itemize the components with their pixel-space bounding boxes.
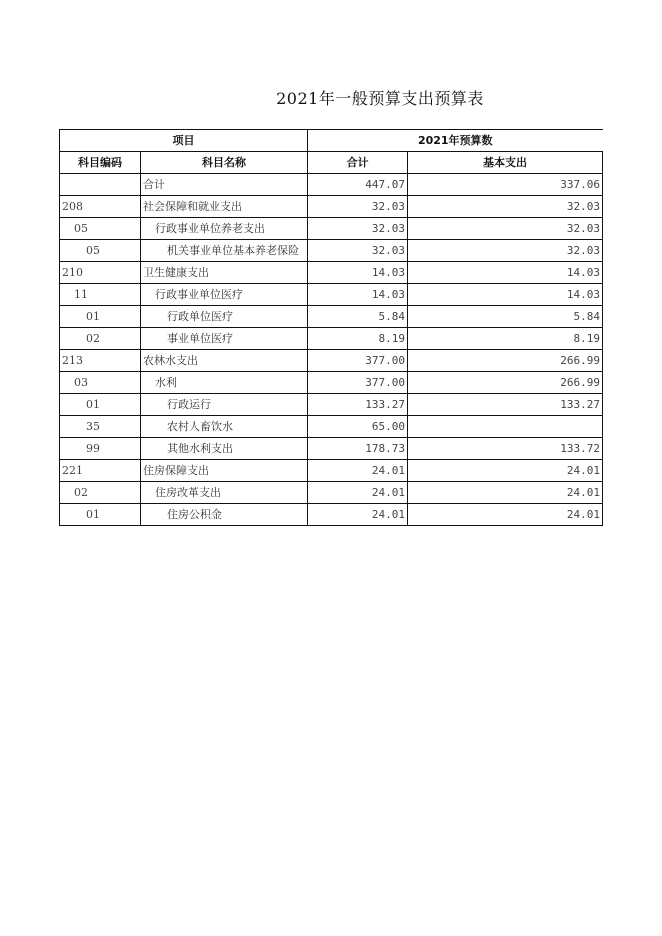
table-row (60, 482, 603, 504)
cell-code: 01 (60, 504, 141, 526)
cell-total: 24.01 (308, 504, 408, 526)
cell-code: 208 (60, 196, 141, 218)
cell-code: 11 (60, 284, 141, 306)
cell-total: 377.00 (308, 372, 408, 394)
table-row (60, 196, 603, 218)
cell-total: 24.01 (308, 460, 408, 482)
cell-code: 35 (60, 416, 141, 438)
cell-basic: 337.06 (408, 174, 603, 196)
cell-total: 8.19 (308, 328, 408, 350)
cell-basic: 266.99 (408, 350, 603, 372)
cell-total: 178.73 (308, 438, 408, 460)
table-row (60, 504, 603, 526)
cell-name: 行政事业单位养老支出 (141, 218, 308, 240)
cell-name: 机关事业单位基本养老保险 (141, 240, 308, 262)
cell-name: 合计 (141, 174, 308, 196)
header-project: 项目 (60, 130, 308, 152)
table-row (60, 284, 603, 306)
cell-code: 213 (60, 350, 141, 372)
cell-basic: 24.01 (408, 460, 603, 482)
cell-name: 社会保障和就业支出 (141, 196, 308, 218)
table-row (60, 350, 603, 372)
cell-name: 住房保障支出 (141, 460, 308, 482)
cell-code: 02 (60, 328, 141, 350)
table-row (60, 306, 603, 328)
cell-code: 05 (60, 240, 141, 262)
header-total: 合计 (308, 152, 408, 174)
header-row-group (60, 130, 603, 152)
cell-basic: 32.03 (408, 218, 603, 240)
header-basic: 基本支出 (408, 152, 603, 174)
cell-name: 水利 (141, 372, 308, 394)
cell-code: 99 (60, 438, 141, 460)
table-row (60, 416, 603, 438)
cell-basic: 32.03 (408, 240, 603, 262)
cell-total: 14.03 (308, 262, 408, 284)
header-name: 科目名称 (141, 152, 308, 174)
cell-code: 05 (60, 218, 141, 240)
cell-total: 32.03 (308, 240, 408, 262)
table-row (60, 460, 603, 482)
cell-code: 03 (60, 372, 141, 394)
table-row (60, 240, 603, 262)
cell-basic: 5.84 (408, 306, 603, 328)
cell-code: 210 (60, 262, 141, 284)
cell-code: 01 (60, 306, 141, 328)
cell-total: 133.27 (308, 394, 408, 416)
cell-name: 行政单位医疗 (141, 306, 308, 328)
cell-code: 02 (60, 482, 141, 504)
cell-basic: 14.03 (408, 262, 603, 284)
cell-basic: 24.01 (408, 504, 603, 526)
cell-total: 377.00 (308, 350, 408, 372)
table-row (60, 174, 603, 196)
cell-code: 01 (60, 394, 141, 416)
header-row-columns (60, 152, 603, 174)
table-row (60, 262, 603, 284)
table-row (60, 438, 603, 460)
cell-name: 住房公积金 (141, 504, 308, 526)
header-budget-2021: 2021年预算数 (308, 130, 603, 152)
cell-name: 农村人畜饮水 (141, 416, 308, 438)
cell-basic: 266.99 (408, 372, 603, 394)
cell-name: 行政事业单位医疗 (141, 284, 308, 306)
cell-basic (408, 416, 603, 438)
cell-basic: 32.03 (408, 196, 603, 218)
cell-total: 24.01 (308, 482, 408, 504)
table-row (60, 328, 603, 350)
cell-basic: 8.19 (408, 328, 603, 350)
header-code: 科目编码 (60, 152, 141, 174)
cell-name: 农林水支出 (141, 350, 308, 372)
cell-code (60, 174, 141, 196)
cell-total: 32.03 (308, 218, 408, 240)
cell-name: 行政运行 (141, 394, 308, 416)
table-row (60, 218, 603, 240)
cell-name: 住房改革支出 (141, 482, 308, 504)
budget-table (59, 129, 603, 526)
cell-name: 其他水利支出 (141, 438, 308, 460)
cell-code: 221 (60, 460, 141, 482)
page-title: 2021年一般预算支出预算表 (276, 89, 484, 108)
cell-total: 5.84 (308, 306, 408, 328)
cell-total: 32.03 (308, 196, 408, 218)
cell-total: 447.07 (308, 174, 408, 196)
cell-total: 14.03 (308, 284, 408, 306)
cell-name: 卫生健康支出 (141, 262, 308, 284)
cell-basic: 24.01 (408, 482, 603, 504)
cell-basic: 133.72 (408, 438, 603, 460)
cell-name: 事业单位医疗 (141, 328, 308, 350)
cell-total: 65.00 (308, 416, 408, 438)
table-row (60, 372, 603, 394)
cell-basic: 14.03 (408, 284, 603, 306)
table-row (60, 394, 603, 416)
cell-basic: 133.27 (408, 394, 603, 416)
